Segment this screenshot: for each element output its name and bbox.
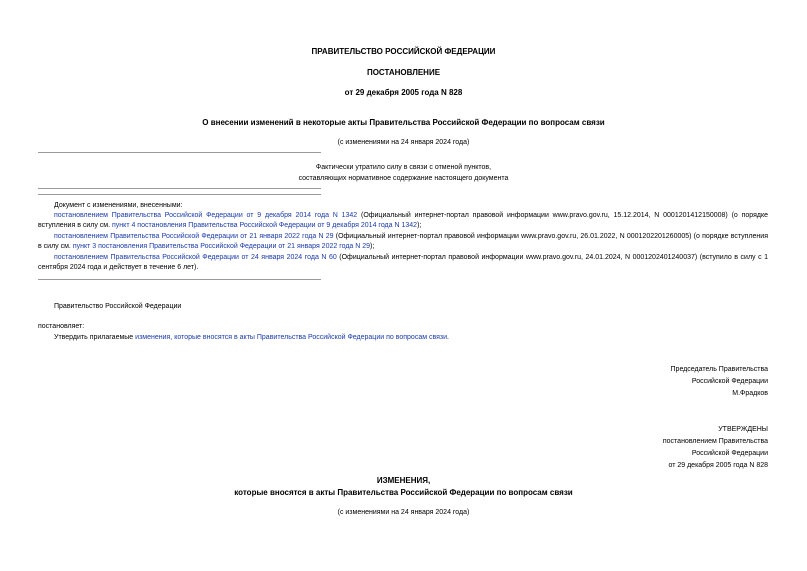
approve-link[interactable]: изменения, которые вносятся в акты Правительства Российской Федерации по вопросам связи	[135, 334, 448, 341]
divider	[38, 194, 321, 195]
divider	[38, 188, 321, 189]
document-type: ПОСТАНОВЛЕНИЕ	[366, 68, 441, 77]
approved-by: постановлением Правительства	[662, 438, 768, 445]
approved-label: УТВЕРЖДЕНЫ	[718, 426, 768, 433]
approved-country: Российской Федерации	[691, 450, 768, 457]
change-link[interactable]: постановлением Правительства Российской Федерации от 9 декабря 2014 года N 1342	[54, 212, 358, 219]
revision-note: (с изменениями на 24 января 2024 года)	[337, 139, 470, 146]
signature-position: Председатель Правительства	[670, 366, 768, 373]
subject: Правительство Российской Федерации	[54, 303, 182, 310]
notice-line-1: Фактически утратило силу в связи с отменой пунктов,	[315, 164, 492, 171]
change-item: постановлением Правительства Российской Федерации от 24 января 2024 года N 60 (Официальный интернет-портал правовой информации www.pravo.gov.ru, 24.01.2024, N 0001202401240037) (вступило в силу с 1 сентября 2024 года и действует в течение 6 лет).	[38, 254, 768, 271]
change-item: постановлением Правительства Российской Федерации от 21 января 2022 года N 29 (Официальный интернет-портал правовой информации www.pravo.gov.ru, 26.01.2022, N 0001202201260005) (о порядке вступления в силу см. пункт 3 постановления Правительства Российской Федерации от 21 января 2022 года N 29);	[38, 233, 769, 250]
signature-country: Российской Федерации	[691, 378, 768, 385]
change-item: постановлением Правительства Российской Федерации от 9 декабря 2014 года N 1342 (Официальный интернет-портал правовой информации www.pravo.gov.ru, 15.12.2014, N 0001201412150008) (о порядке вступления в силу см. пункт 4 постановления Правительства Российской Федерации от 9 декабря 2014 года N 1342);	[38, 212, 768, 229]
change-link-2[interactable]: пункт 3 постановления Правительства Российской Федерации от 21 января 2022 года N 29	[72, 243, 371, 250]
approved-date: от 29 декабря 2005 года N 828	[668, 462, 768, 469]
annex-revision: (с изменениями на 24 января 2024 года)	[337, 509, 470, 516]
change-link[interactable]: постановлением Правительства Российской Федерации от 21 января 2022 года N 29	[54, 233, 334, 240]
signature-name: М.Фрадков	[732, 390, 768, 397]
document-date-number: от 29 декабря 2005 года N 828	[344, 88, 463, 97]
annex-title: ИЗМЕНЕНИЯ,	[376, 476, 431, 485]
divider	[38, 279, 321, 280]
approved-block	[663, 424, 768, 472]
change-link[interactable]: постановлением Правительства Российской Федерации от 24 января 2024 года N 60	[54, 254, 337, 261]
signature-block	[671, 364, 768, 400]
government-name: ПРАВИТЕЛЬСТВО РОССИЙСКОЙ ФЕДЕРАЦИИ	[311, 47, 496, 56]
changes-intro: Документ с изменениями, внесенными:	[54, 202, 183, 209]
notice-line-2: составляющих нормативное содержание настоящего документа	[298, 175, 509, 182]
divider	[38, 152, 321, 153]
document-title: О внесении изменений в некоторые акты Правительства Российской Федерации по вопросам связи	[202, 118, 605, 127]
approve-statement: Утвердить прилагаемые изменения, которые вносятся в акты Правительства Российской Федерации по вопросам связи.	[54, 334, 449, 341]
decrees-label: постановляет:	[38, 323, 85, 330]
change-link-2[interactable]: пункт 4 постановления Правительства Российской Федерации от 9 декабря 2014 года N 1342	[112, 222, 418, 229]
annex-subtitle: которые вносятся в акты Правительства Российской Федерации по вопросам связи	[234, 488, 573, 497]
